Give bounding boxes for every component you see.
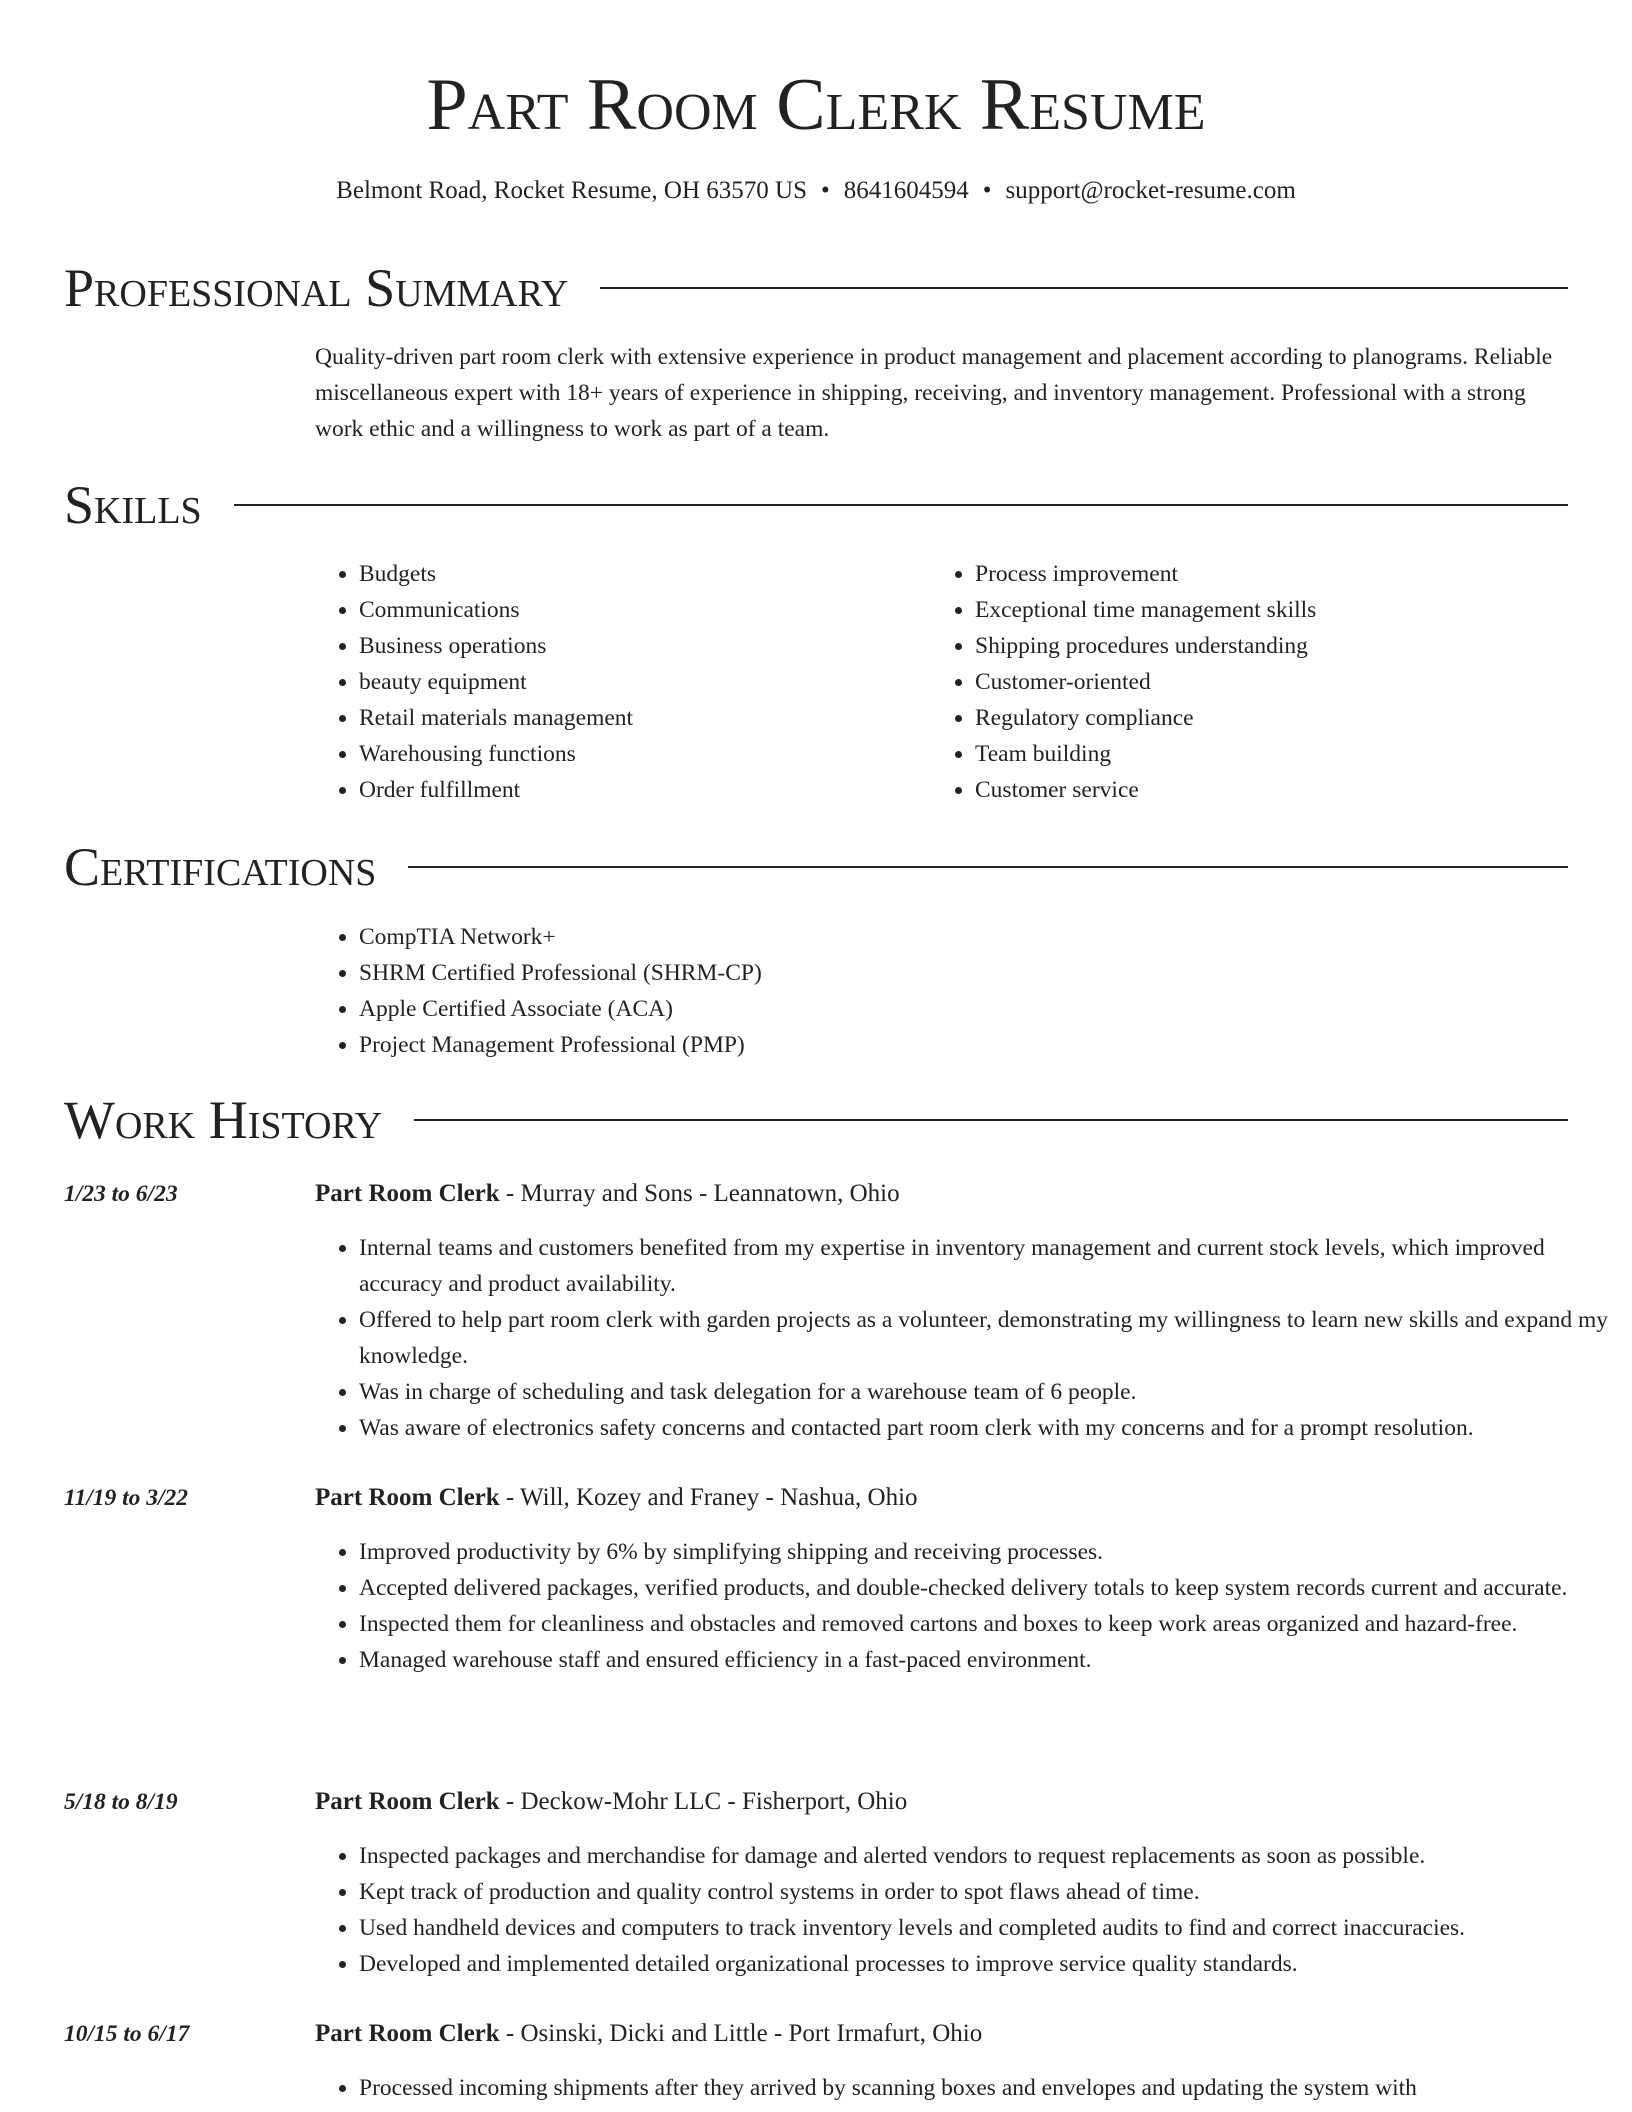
skill-item: • Exceptional time management skills <box>975 592 1615 628</box>
skill-item: • Retail materials management <box>359 700 959 736</box>
job-bullets <box>315 1534 1609 1678</box>
certification-item: • CompTIA Network+ <box>359 919 1259 955</box>
job-role: Part Room Clerk <box>315 1180 500 1207</box>
job-bullet: • Inspected packages and merchandise for damage and alerted vendors to request replacements as soon as possible. <box>359 1838 1609 1874</box>
resume-title: Part Room Clerk Resume <box>426 64 1206 146</box>
job-bullet: • Internal teams and customers benefited from my expertise in inventory management and current stock levels, which improved accuracy and product availability. <box>359 1230 1609 1302</box>
job-details: - Deckow-Mohr LLC - Fisherport, Ohio <box>499 1788 908 1815</box>
job-bullet: • Developed and implemented detailed organizational processes to improve service quality standards. <box>359 1946 1609 1982</box>
certifications-list <box>315 919 1259 1063</box>
contact-address: Belmont Road, Rocket Resume, OH 63570 US <box>336 177 807 204</box>
certifications-section-header <box>64 836 1568 898</box>
job-heading <box>315 1784 1570 1820</box>
job-dates: 5/18 to 8/19 <box>64 1789 178 1815</box>
job-bullets <box>315 1838 1609 1982</box>
skill-item: • Team building <box>975 736 1615 772</box>
job-heading <box>315 1176 1570 1212</box>
skill-item: • Order fulfillment <box>359 772 959 808</box>
job-role: Part Room Clerk <box>315 2020 500 2047</box>
job-bullets <box>315 1230 1609 1446</box>
skills-heading: Skills <box>64 475 202 535</box>
job-bullets <box>315 2070 1609 2106</box>
job-role: Part Room Clerk <box>315 1484 500 1511</box>
contact-separator: • <box>820 177 830 204</box>
skill-item: • Budgets <box>359 556 959 592</box>
job-bullet: • Processed incoming shipments after they arrived by scanning boxes and envelopes and updating the system with <box>359 2070 1609 2106</box>
job-bullet: • Accepted delivered packages, verified products, and double-checked delivery totals to keep system records current and accurate. <box>359 1570 1609 1606</box>
section-divider <box>408 866 1568 868</box>
job-bullet: • Inspected them for cleanliness and obstacles and removed cartons and boxes to keep work areas organized and hazard-free. <box>359 1606 1609 1642</box>
job-details: - Will, Kozey and Franey - Nashua, Ohio <box>499 1484 918 1511</box>
work-history-section-header <box>64 1089 1568 1151</box>
summary-section-header <box>64 257 1568 319</box>
job-bullet: • Improved productivity by 6% by simplifying shipping and receiving processes. <box>359 1534 1609 1570</box>
certification-item: • Apple Certified Associate (ACA) <box>359 991 1259 1027</box>
certification-item: • SHRM Certified Professional (SHRM-CP) <box>359 955 1259 991</box>
contact-separator: • <box>982 177 992 204</box>
contact-email: support@rocket-resume.com <box>1005 177 1296 204</box>
skill-item: • Communications <box>359 592 959 628</box>
contact-line <box>0 174 1632 208</box>
skill-item: • Regulatory compliance <box>975 700 1615 736</box>
job-bullet: • Managed warehouse staff and ensured efficiency in a fast-paced environment. <box>359 1642 1609 1678</box>
job-details: - Murray and Sons - Leannatown, Ohio <box>499 1180 900 1207</box>
skill-item: • Process improvement <box>975 556 1615 592</box>
job-bullet: • Offered to help part room clerk with garden projects as a volunteer, demonstrating my willingness to learn new skills and expand my knowledge. <box>359 1302 1609 1374</box>
job-bullet: • Was aware of electronics safety concerns and contacted part room clerk with my concerns and for a prompt resolution. <box>359 1410 1609 1446</box>
job-dates: 1/23 to 6/23 <box>64 1181 178 1207</box>
certifications-heading: Certifications <box>64 837 377 897</box>
skills-list-left <box>315 556 959 808</box>
summary-text: Quality-driven part room clerk with extensive experience in product management and placement according to planograms. Reliable miscellaneous expert with 18+ years of experience in shipping, receiving, and inventory management. Professional with a strong work ethic and a willingness to work as part of a team. <box>315 344 1553 442</box>
job-bullet: • Used handheld devices and computers to track inventory levels and completed audits to find and correct inaccuracies. <box>359 1910 1609 1946</box>
section-divider <box>234 504 1568 506</box>
job-bullet: • Was in charge of scheduling and task delegation for a warehouse team of 6 people. <box>359 1374 1609 1410</box>
job-bullet: • Kept track of production and quality control systems in order to spot flaws ahead of time. <box>359 1874 1609 1910</box>
skill-item: • Warehousing functions <box>359 736 959 772</box>
summary-heading: Professional Summary <box>64 258 569 318</box>
skill-item: • Customer-oriented <box>975 664 1615 700</box>
job-heading <box>315 1480 1570 1516</box>
contact-phone: 8641604594 <box>843 177 969 204</box>
skills-list-right <box>931 556 1615 808</box>
skill-item: • Business operations <box>359 628 959 664</box>
skill-item: • Shipping procedures understanding <box>975 628 1615 664</box>
certification-item: • Project Management Professional (PMP) <box>359 1027 1259 1063</box>
section-divider <box>414 1119 1568 1121</box>
job-dates: 10/15 to 6/17 <box>64 2021 190 2047</box>
work-history-heading: Work History <box>64 1090 383 1150</box>
job-role: Part Room Clerk <box>315 1788 500 1815</box>
skill-item: • Customer service <box>975 772 1615 808</box>
job-heading <box>315 2016 1570 2052</box>
section-divider <box>600 287 1568 289</box>
job-details: - Osinski, Dicki and Little - Port Irmafurt, Ohio <box>499 2020 983 2047</box>
job-dates: 11/19 to 3/22 <box>64 1485 189 1511</box>
skills-section-header <box>64 474 1568 536</box>
skill-item: • beauty equipment <box>359 664 959 700</box>
